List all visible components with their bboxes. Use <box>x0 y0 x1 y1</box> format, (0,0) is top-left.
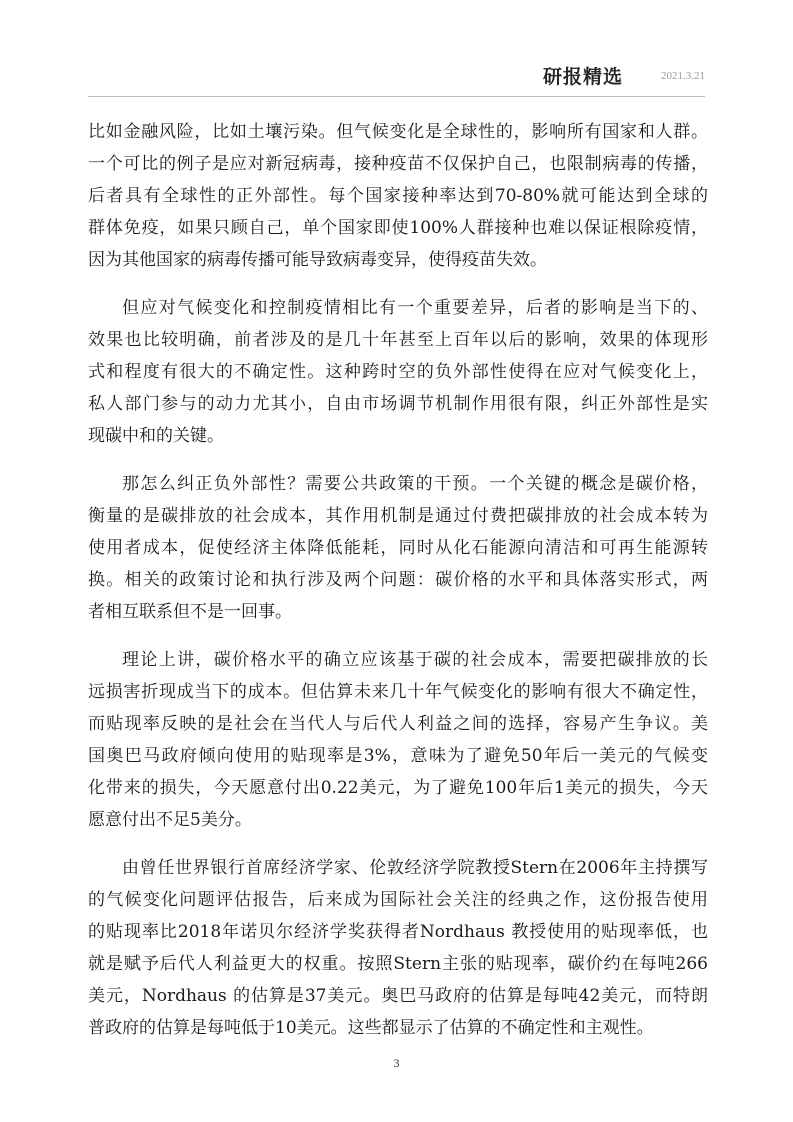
text-line: 后者具有全球性的正外部性。每个国家接种率达到70-80%就可能达到全球的 <box>88 186 708 206</box>
paragraph <box>88 116 708 276</box>
text-line: 效果也比较明确，前者涉及的是几十年甚至上百年以后的影响，效果的体现形 <box>88 330 708 350</box>
text-line: 由曾任世界银行首席经济学家、伦敦经济学院教授Stern在2006年主持撰写 <box>122 858 708 878</box>
text-line: 国奥巴马政府倾向使用的贴现率是3%，意味为了避免50年后一美元的气候变 <box>88 746 708 766</box>
text-line: 使用者成本，促使经济主体降低能耗，同时从化石能源向清洁和可再生能源转 <box>88 538 708 558</box>
paragraph <box>88 468 708 628</box>
text-line: 者相互联系但不是一回事。 <box>88 602 292 622</box>
text-line: 私人部门参与的动力尤其小，自由市场调节机制作用很有限，纠正外部性是实 <box>88 394 708 414</box>
text-line: 远损害折现成当下的成本。但估算未来几十年气候变化的影响有很大不确定性， <box>88 682 708 702</box>
text-line: 就是赋予后代人利益更大的权重。按照Stern主张的贴现率，碳价约在每吨266 <box>88 954 708 974</box>
text-line: 因为其他国家的病毒传播可能导致病毒变异，使得疫苗失效。 <box>88 250 547 270</box>
page-number: 3 <box>393 1056 400 1070</box>
text-line: 的贴现率比2018年诺贝尔经济学奖获得者Nordhaus 教授使用的贴现率低，也 <box>88 922 708 942</box>
text-line: 那怎么纠正负外部性？需要公共政策的干预。一个关键的概念是碳价格， <box>122 474 708 494</box>
header-title: 研报精选 <box>542 66 623 88</box>
paragraph <box>88 644 708 836</box>
header-date: 2021.3.21 <box>661 70 705 82</box>
text-line: 理论上讲，碳价格水平的确立应该基于碳的社会成本，需要把碳排放的长 <box>122 650 708 670</box>
text-line: 比如金融风险，比如土壤污染。但气候变化是全球性的，影响所有国家和人群。 <box>88 122 708 142</box>
text-line: 化带来的损失，今天愿意付出0.22美元，为了避免100年后1美元的损失，今天 <box>88 778 708 798</box>
page-header <box>88 60 705 97</box>
paragraph <box>88 292 708 452</box>
text-line: 一个可比的例子是应对新冠病毒，接种疫苗不仅保护自己，也限制病毒的传播， <box>88 154 708 174</box>
text-line: 群体免疫，如果只顾自己，单个国家即使100%人群接种也难以保证根除疫情， <box>88 218 708 238</box>
article-body <box>88 116 708 1060</box>
text-line: 愿意付出不足5美分。 <box>88 810 252 830</box>
text-line: 式和程度有很大的不确定性。这种跨时空的负外部性使得在应对气候变化上， <box>88 362 708 382</box>
text-line: 现碳中和的关键。 <box>88 426 224 446</box>
text-line: 而贴现率反映的是社会在当代人与后代人利益之间的选择，容易产生争议。美 <box>88 714 708 734</box>
text-line: 换。相关的政策讨论和执行涉及两个问题：碳价格的水平和具体落实形式，两 <box>88 570 708 590</box>
text-line: 普政府的估算是每吨低于10美元。这些都显示了估算的不确定性和主观性。 <box>88 1018 654 1038</box>
paragraph <box>88 852 708 1044</box>
text-line: 衡量的是碳排放的社会成本，其作用机制是通过付费把碳排放的社会成本转为 <box>88 506 708 526</box>
text-line: 的气候变化问题评估报告，后来成为国际社会关注的经典之作，这份报告使用 <box>88 890 708 910</box>
text-line: 美元，Nordhaus 的估算是37美元。奥巴马政府的估算是每吨42美元，而特朗 <box>88 986 708 1006</box>
text-line: 但应对气候变化和控制疫情相比有一个重要差异，后者的影响是当下的、 <box>122 298 708 318</box>
